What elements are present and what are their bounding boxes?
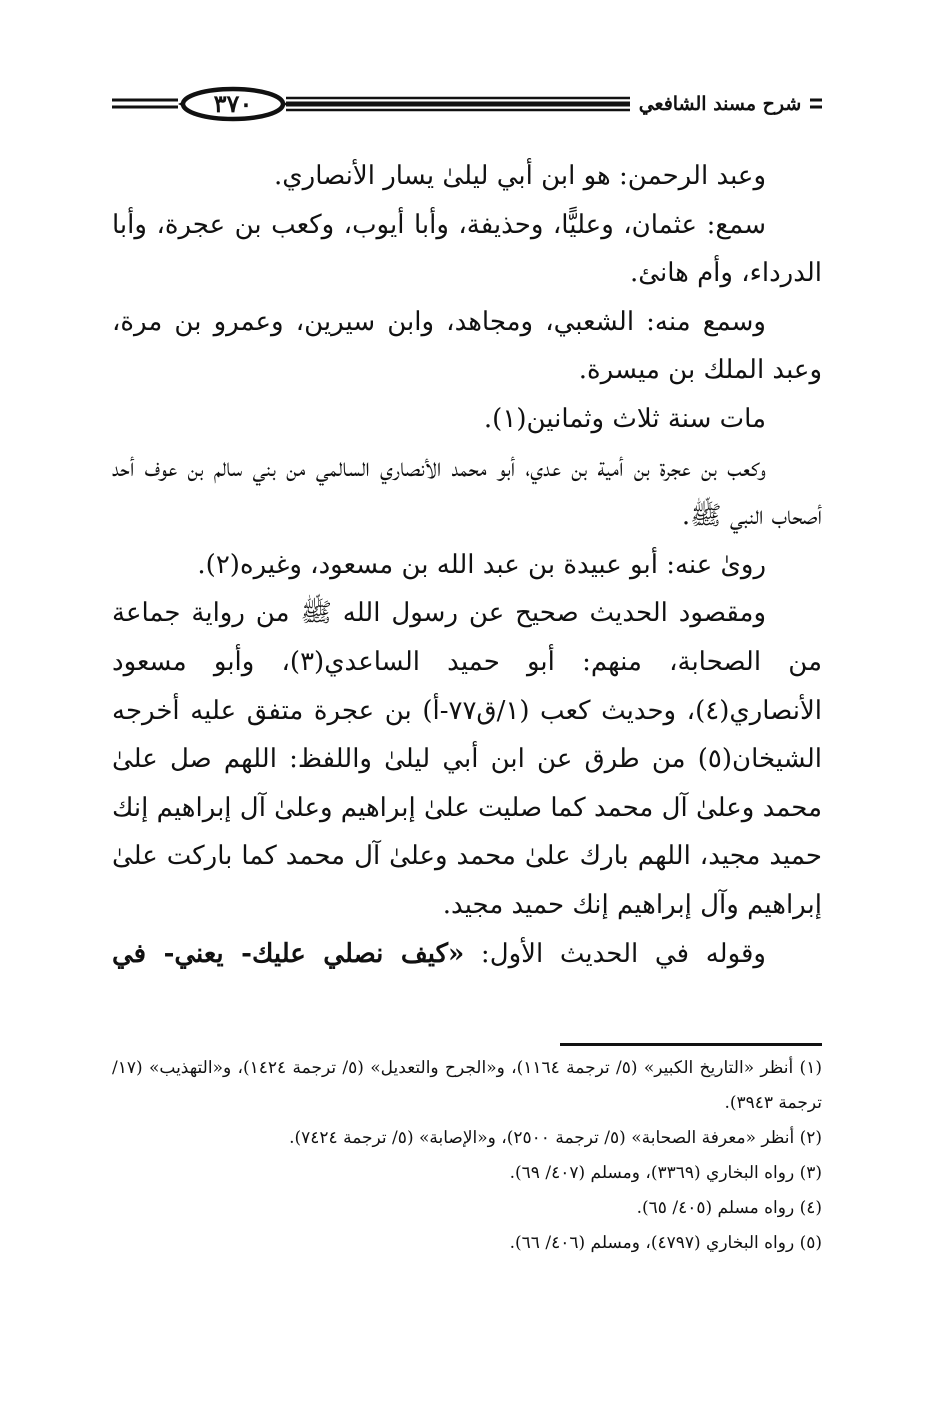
- running-title: شرح مسند الشافعي: [630, 90, 810, 118]
- paragraph: سمع: عثمان، وعليًّا، وحذيفة، وأبا أيوب، وكعب بن عجرة، وأبا الدرداء، وأم هانئ.: [112, 209, 822, 289]
- paragraph: روىٰ عنه: أبو عبيدة بن عبد الله بن مسعود، وغيره(٢).: [197, 549, 766, 580]
- page-header: [110, 84, 825, 124]
- paragraph: مات سنة ثلاث وثمانين(١).: [483, 403, 766, 434]
- footnote: (١) أنظر «التاريخ الكبير» (٥/ ترجمة ١١٦٤)، و«الجرح والتعديل» (٥/ ترجمة ١٤٢٤)، و«التهذيب» (١٧/ ترجمة ٣٩٤٣).: [112, 1058, 822, 1113]
- paragraph: وكعب بن عجرة بن أمية بن عدي، أبو محمد الأنصاري السالمي من بني سالم بن عوف أحد أصحاب النبي ﷺ.: [112, 452, 822, 532]
- paragraph-lead: وقوله في الحديث الأول:: [464, 938, 766, 969]
- page-number: ٣٧٠: [213, 89, 253, 118]
- footnote: (٤) رواه مسلم (٤٠٥/ ٦٥).: [636, 1198, 822, 1218]
- footnotes: [112, 1051, 822, 1261]
- paragraph: ومقصود الحديث صحيح عن رسول الله ﷺ من رواية جماعة من الصحابة، منهم: أبو حميد الساعدي(٣)، وأبو مسعود الأنصاري(٤)، وحديث كعب (١/ق٧٧-أ) بن عجرة متفق عليه أخرجه الشيخان(٥) من طرق عن ابن أبي ليلىٰ واللفظ: اللهم صل علىٰ محمد وعلىٰ آل محمد كما صليت علىٰ إبراهيم وعلىٰ آل إبراهيم إنك حميد مجيد، اللهم بارك علىٰ محمد وعلىٰ آل محمد كما باركت علىٰ إبراهيم وآل إبراهيم إنك حميد مجيد.: [112, 598, 823, 920]
- footnote-separator: [560, 1043, 822, 1046]
- quoted-hadith: «كيف نصلي عليك- يعني- في: [112, 938, 465, 969]
- main-text: [112, 152, 822, 978]
- footnote: (٥) رواه البخاري (٤٧٩٧)، ومسلم (٤٠٦/ ٦٦).: [509, 1233, 822, 1253]
- footnote: (٢) أنظر «معرفة الصحابة» (٥/ ترجمة ٢٥٠٠)، و«الإصابة» (٥/ ترجمة ٧٤٢٤).: [289, 1128, 822, 1148]
- paragraph: وعبد الرحمن: هو ابن أبي ليلىٰ يسار الأنصاري.: [274, 161, 766, 191]
- paragraph: وسمع منه: الشعبي، ومجاهد، وابن سيرين، وعمرو بن مرة، وعبد الملك بن ميسرة.: [112, 306, 822, 386]
- footnote: (٣) رواه البخاري (٣٣٦٩)، ومسلم (٤٠٧/ ٦٩).: [509, 1163, 822, 1183]
- paragraph-continuing: [112, 930, 822, 979]
